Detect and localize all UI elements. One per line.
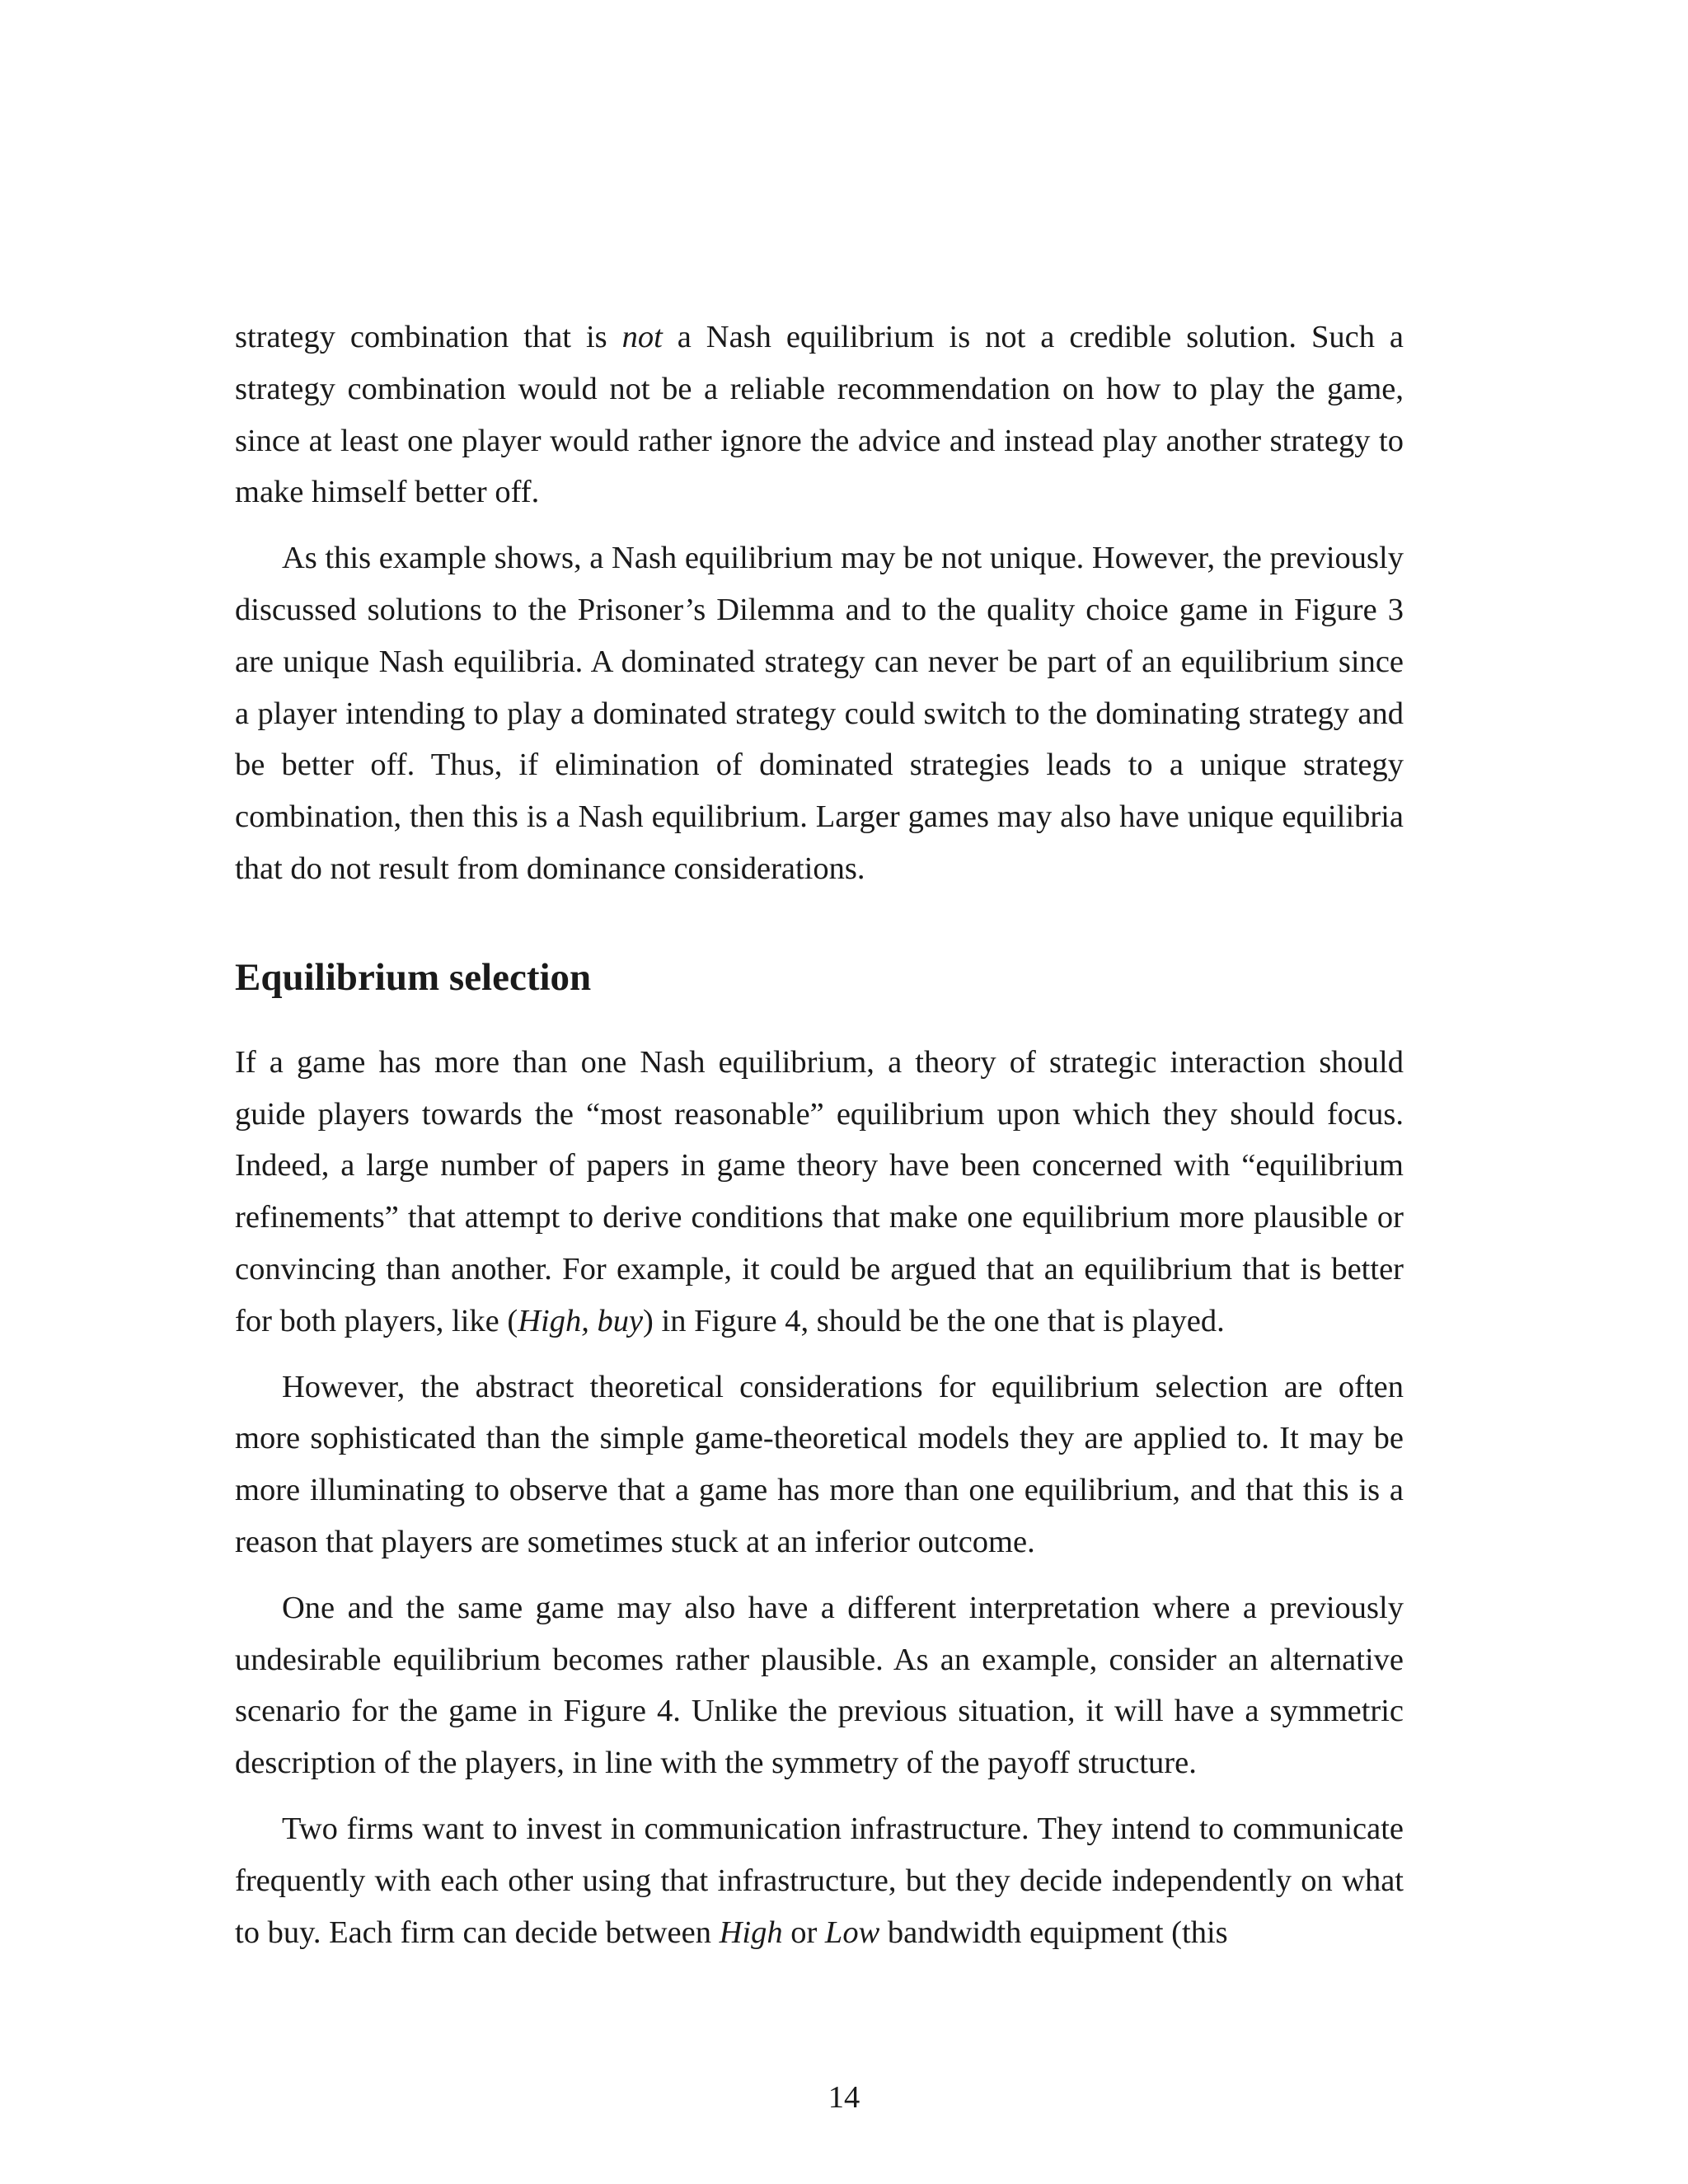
- p5-text-1: One and the same game may also have a different interpretation where a previously undesirable equilibrium becomes rather plausible. As an example, consider an alternative scenario for the game in Figure 4. Unlike the previous situation, it will have a symmetric description of the players, in line with the symmetry of the payoff structure.: [235, 1590, 1404, 1781]
- p6-text-1: Two firms want to invest in communication infrastructure. They intend to communicate frequently with each other using that infrastructure, but they decide independently on what to buy. Each firm can decide between: [235, 1811, 1404, 1950]
- p3-text-1: If a game has more than one Nash equilibrium, a theory of strategic interaction should guide players towards the “most reasonable” equilibrium upon which they should focus. Indeed, a large number of papers in game theory have been concerned with “equilibrium refinements” that attempt to derive conditions that make one equilibrium more plausible or convincing than another. For example, it could be argued that an equilibrium that is better for both players, like (: [235, 1044, 1404, 1338]
- section-heading: Equilibrium selection: [235, 955, 592, 999]
- page-number: 14: [828, 2080, 860, 2115]
- p4-text-1: However, the abstract theoretical considerations for equilibrium selection are often more sophisticated than the simple game-theoretical models they are applied to. It may be more illuminating to observe that a game has more than one equilibrium, and that this is a reason that players are sometimes stuck at an inferior outcome.: [235, 1369, 1404, 1559]
- paragraph-6: [235, 1803, 1404, 1958]
- p6-text-2: or: [782, 1915, 825, 1950]
- paragraph-1: [235, 312, 1404, 518]
- paragraph-3: [235, 1037, 1404, 1347]
- page-body: [235, 312, 1404, 1972]
- p3-text-2: ) in Figure 4, should be the one that is played.: [643, 1303, 1225, 1338]
- p6-text-3: bandwidth equipment (this: [879, 1915, 1228, 1950]
- paragraph-4: [235, 1361, 1404, 1568]
- p6-italic-low: Low: [824, 1915, 880, 1950]
- p3-italic-high-buy: High, buy: [518, 1303, 644, 1338]
- paragraph-2: [235, 532, 1404, 895]
- p2-text-1: As this example shows, a Nash equilibrium may be not unique. However, the previously discussed solutions to the Prisoner’s Dilemma and to the quality choice game in Figure 3 are unique Nash equilibria. A dominated strategy can never be part of an equilibrium since a player intending to play a dominated strategy could switch to the dominating strategy and be better off. Thus, if elimination of dominated strategies leads to a unique strategy combination, then this is a Nash equilibrium. Larger games may also have unique equilibria that do not result from dominance considerations.: [235, 541, 1404, 886]
- p1-text-2: a Nash equilibrium is not a credible solution. Such a strategy combination would not be a reliable recommendation on how to play the game, since at least one player would rather ignore the advice and instead play another strategy to make himself better off.: [235, 320, 1404, 510]
- p1-italic-not: not: [621, 320, 663, 354]
- p6-italic-high: High: [719, 1915, 783, 1950]
- p1-text-1: strategy combination that is: [235, 320, 622, 354]
- paragraph-5: [235, 1582, 1404, 1789]
